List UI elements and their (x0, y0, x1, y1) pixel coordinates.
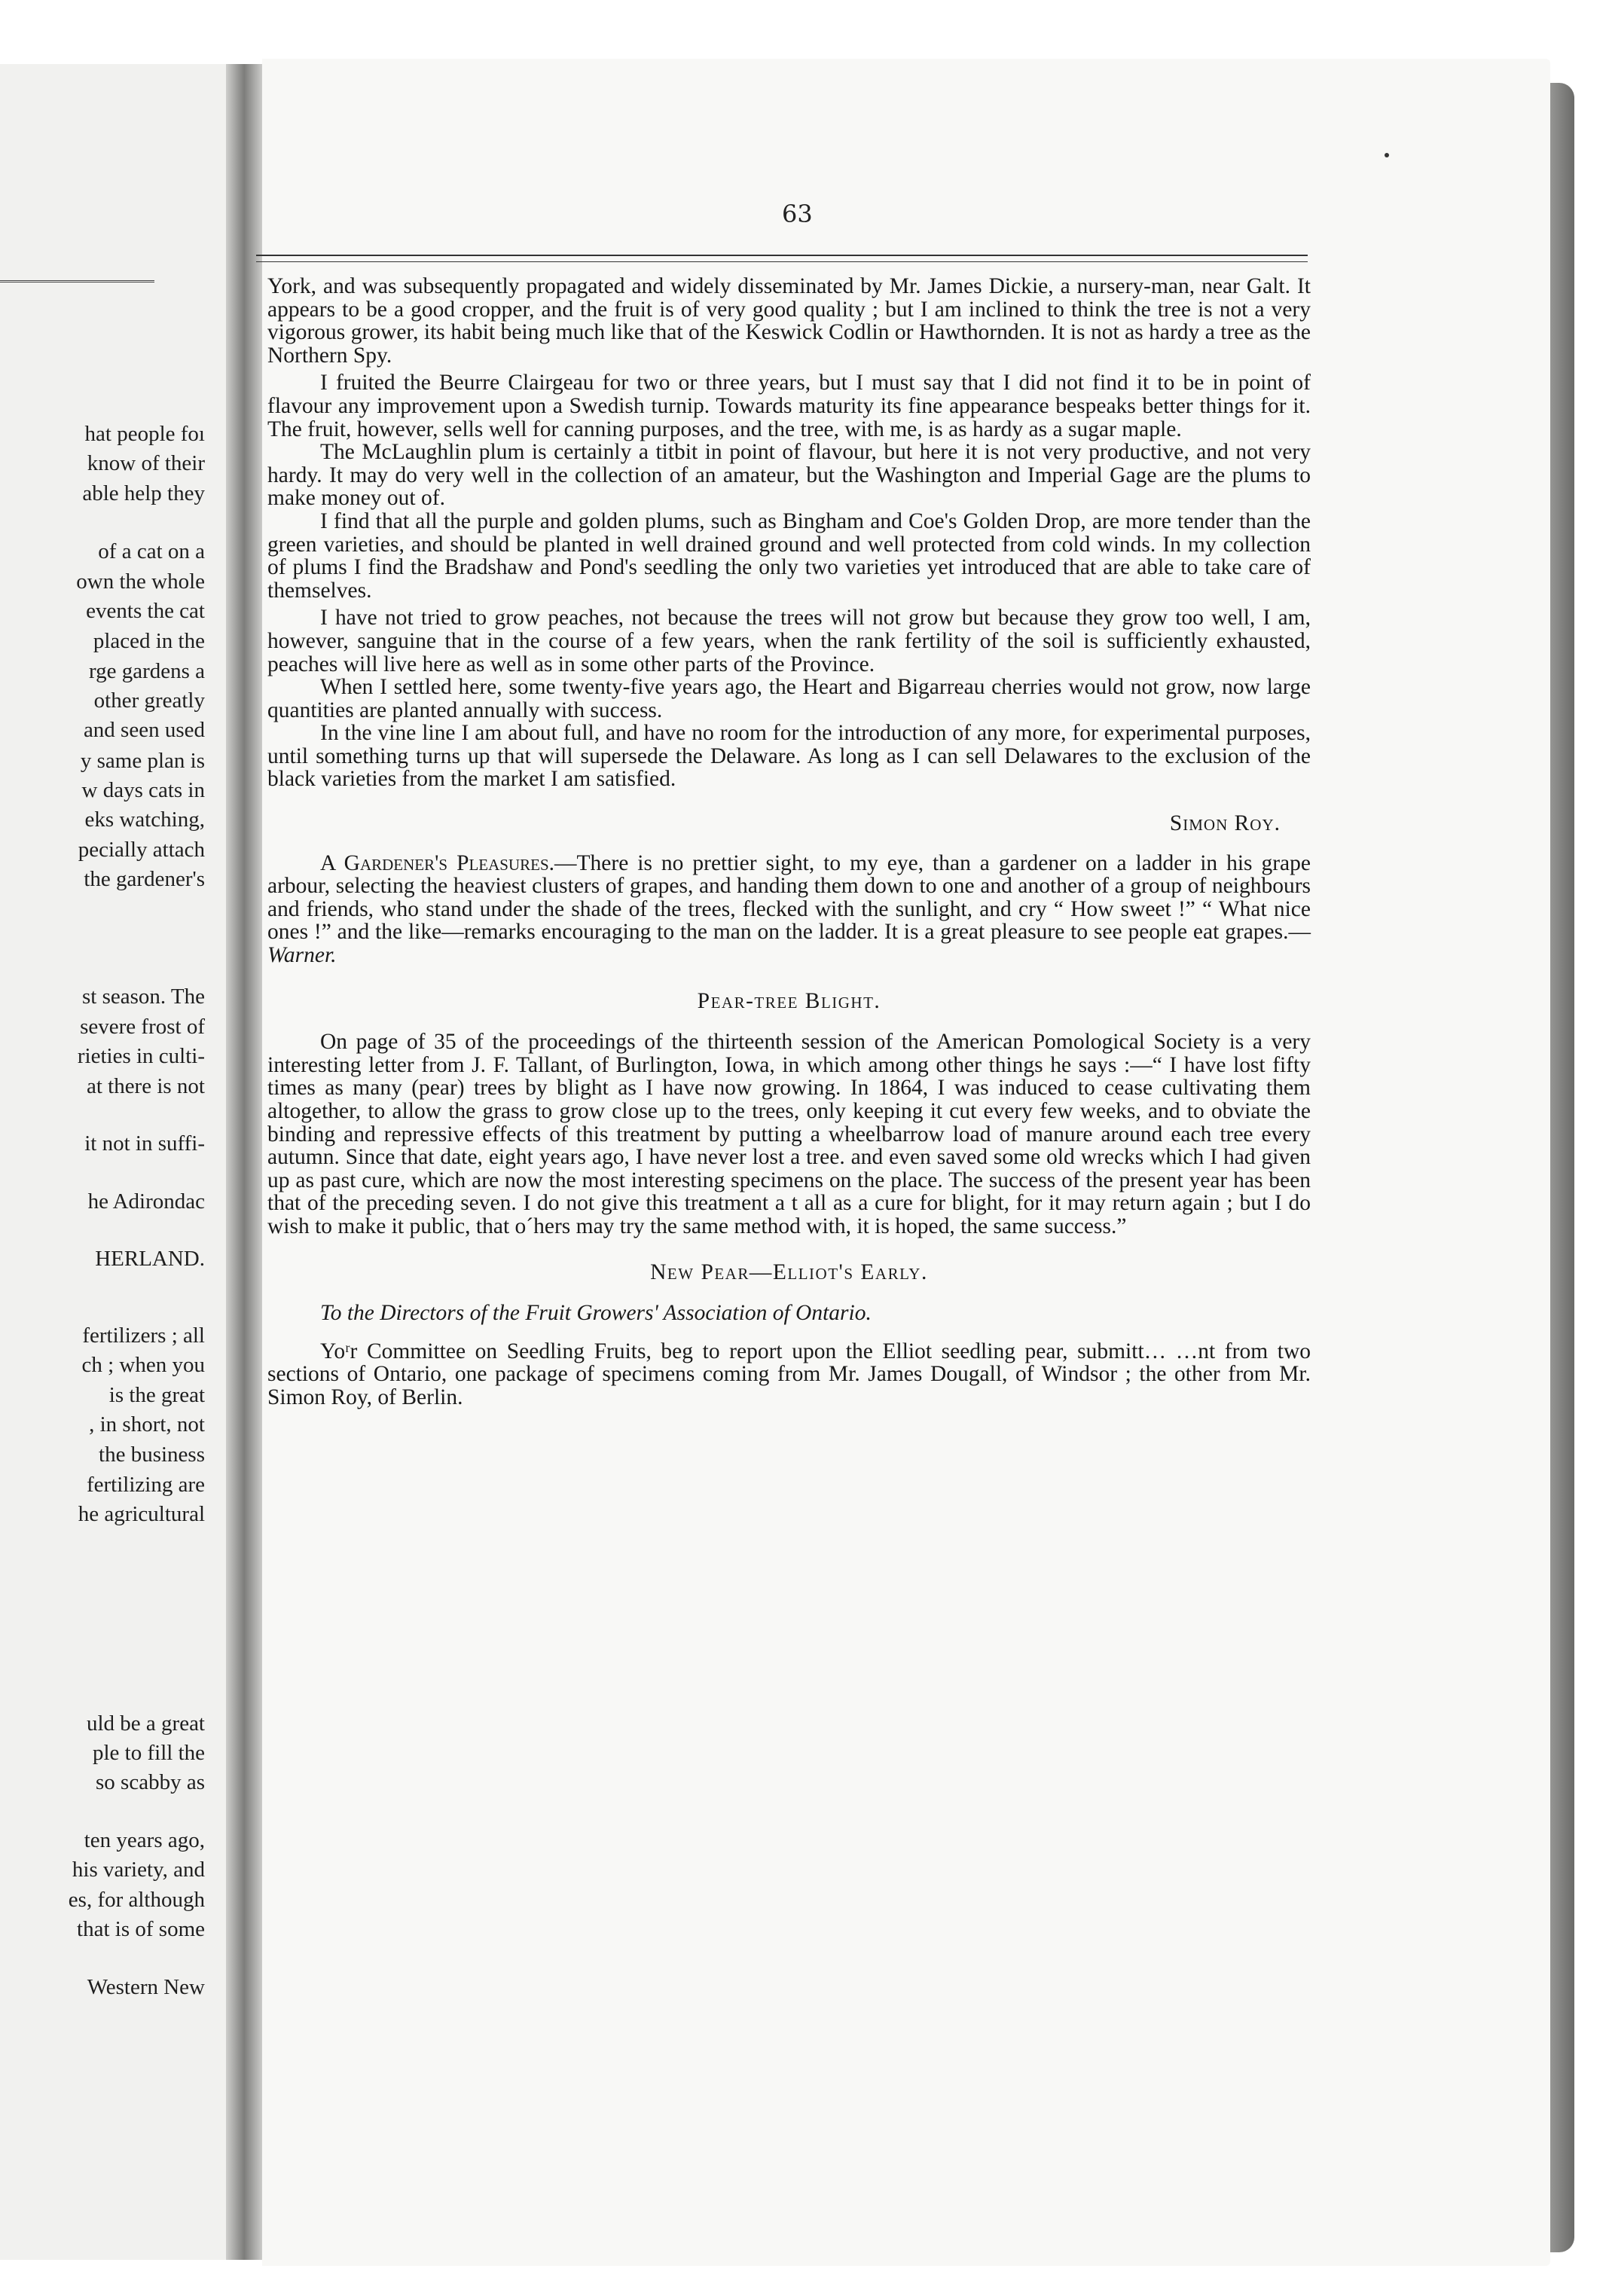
left-page-line: the gardener's (84, 867, 205, 891)
left-page-line: HERLAND. (95, 1247, 205, 1271)
left-page-line: so scabby as (96, 1770, 205, 1794)
paragraph-mclaughlin-plum: The McLaughlin plum is certainly a titbit in point of flavour, but here it is not very productive, and not very hardy. It may do very well in the collection of an amateur, but the Washington and Imperial Gage are the plums to make money out of. (267, 440, 1311, 511)
left-page-line: hat people foı (84, 422, 205, 446)
left-page-line: own the whole (76, 569, 205, 594)
left-facing-page (0, 64, 226, 2260)
left-page-line: es, for although (68, 1888, 205, 1912)
paragraph-beurre-clairgeau: I fruited the Beurre Clairgeau for two or three years, but I must say that I did not find it to be in point of flavour any improvement upon a Swedish turnip. Towards maturity its fine appearance bespeaks better things for it. The fruit, however, sells well for canning purposes, and the tree, with me, is as hardy as a sugar maple. (267, 371, 1311, 441)
left-page-line: that is of some (77, 1917, 205, 1941)
left-page-line: of a cat on a (98, 539, 205, 563)
left-page-line: rge gardens a (88, 659, 205, 683)
left-page-line: rieties in culti- (77, 1044, 205, 1068)
left-page-line: he Adirondac (87, 1189, 205, 1214)
signature-simon-roy: Simon Roy. (1169, 811, 1281, 836)
left-page-line: is the great (108, 1383, 205, 1407)
left-page-line: his variety, and (72, 1858, 205, 1882)
paragraph-continuation: York, and was subsequently propagated and widely disseminated by Mr. James Dickie, a nursery-man, near Galt. It appears to be a good cropper, and the fruit is of very good quality ; but I am inclined to think the tree is not a very vigorous grower, its habit being much like that of the Keswick Codlin or Hawthornden. It is not as hardy a tree as the Northern Spy. (267, 274, 1311, 368)
paragraph-purple-golden-plums: I find that all the purple and golden plums, such as Bingham and Coe's Golden Drop, are more tender than the green varieties, and should be planted in well drained ground and well protected from cold winds. In my collection of plums I find the Bradshaw and Pond's seedling the only two varieties yet introduced that are able to take care of themselves. (267, 508, 1311, 603)
left-page-line: eks watching, (84, 808, 205, 832)
left-page-rule (0, 280, 154, 282)
paragraph-committee: Yoʳr Committee on Seedling Fruits, beg to report upon the Elliot seedling pear, submitt… …nt from two sections of Ontario, one package of specimens coming from Mr. James Dougall, of Windsor ; the other from Mr. Simon Roy, of Berlin. (267, 1339, 1311, 1409)
left-page-line: , in short, not (89, 1412, 205, 1437)
gardener-lead: A Gardener's Pleasures. (320, 850, 555, 875)
left-page-line: w days cats in (81, 778, 205, 802)
left-page-line: Western New (87, 1975, 205, 1999)
paragraph-pear-tree-blight: On page of 35 of the proceedings of the thirteenth session of the American Pomological Society is a very interesting letter from J. F. Tallant, of Burlington, Iowa, in which among other things he says :—“ I have lost fifty times as many (pear) trees by blight as I have now growing. In 1864, I was induced to cease cultivating them altogether, to allow the grass to grow close up to the trees, only keeping it cut every few weeks, and to obviate the binding and repressive effects of this treatment by putting a wheelbarrow load of manure around each tree every autumn. Since that date, eight years ago, I have never lost a tree. and even saved some old wrecks which I had given up as past cure, which are now the most interesting specimens on the place. The success of the present year has been that of the preceding seven. I do not give this treatment a t all as a cure for blight, for it may return again ; but I do wish to make it public, that oˊhers may try the same method with, it is hoped, the same success.” (267, 1030, 1311, 1238)
left-page-line: placed in the (93, 629, 205, 653)
left-page-line: know of their (87, 451, 205, 475)
address-line: To the Directors of the Fruit Growers' Association of Ontario. (320, 1301, 872, 1326)
left-page-line: events the cat (86, 599, 205, 623)
left-page-line: severe frost of (80, 1015, 205, 1039)
paragraph-vine: In the vine line I am about full, and have no room for the introduction of any more, for experimental purposes, until something turns up that will supersede the Delaware. As long as I can sell Delawares to the exclusion of the black varieties from the market I am satisfied. (267, 721, 1311, 792)
gardener-body: —There is no prettier sight, to my eye, than a gardener on a ladder in his grape arbour, selecting the heaviest clusters of grapes, and handing them down to one and another of a group of neighbours and friends, who stand under the shade of the trees, flecked with the sunlight, and cry “ How sweet !” “ What nice ones !” and the like—remarks encouraging to the man on the ladder. It is a great pleasure to see people eat grapes.— (267, 850, 1311, 945)
left-page-line: pecially attach (78, 838, 205, 862)
gardener-author: Warner. (267, 943, 337, 968)
paragraph-gardeners-pleasures (267, 852, 1311, 967)
left-page-line: other greatly (93, 688, 205, 713)
header-rule (256, 255, 1308, 262)
left-page-line: st season. The (82, 985, 205, 1009)
page-number: 63 (782, 200, 813, 228)
print-speck (1385, 153, 1389, 157)
left-page-line: ch ; when you (81, 1353, 205, 1377)
heading-new-pear: New Pear—Elliot's Early. (650, 1259, 928, 1284)
left-page-line: y same plan is (80, 749, 205, 773)
left-page-line: it not in suffi- (84, 1131, 205, 1156)
book-gutter (226, 64, 262, 2260)
left-page-line: able help they (82, 481, 205, 505)
heading-pear-tree-blight: Pear-tree Blight. (697, 988, 881, 1013)
left-page-line: he agricultural (78, 1502, 205, 1526)
paragraph-cherries: When I settled here, some twenty-five years ago, the Heart and Bigarreau cherries would not grow, now large quantities are planted annually with success. (267, 675, 1311, 722)
left-page-line: ten years ago, (84, 1828, 205, 1852)
page-body (267, 275, 1311, 1409)
left-page-line: ple to fill the (93, 1741, 205, 1765)
left-page-line: fertilizing are (87, 1473, 205, 1497)
left-page-line: and seen used (83, 718, 205, 742)
left-page-line: the business (99, 1443, 205, 1467)
paragraph-peaches: I have not tried to grow peaches, not because the trees will not grow but because they grow too well, I am, however, sanguine that in the course of a few years, when the rank fertility of the soil is sufficiently exhausted, peaches will live here as well as in some other parts of the Province. (267, 606, 1311, 676)
left-page-line: fertilizers ; all (82, 1324, 205, 1348)
left-page-line: uld be a great (86, 1711, 205, 1736)
left-page-line: at there is not (86, 1074, 205, 1098)
